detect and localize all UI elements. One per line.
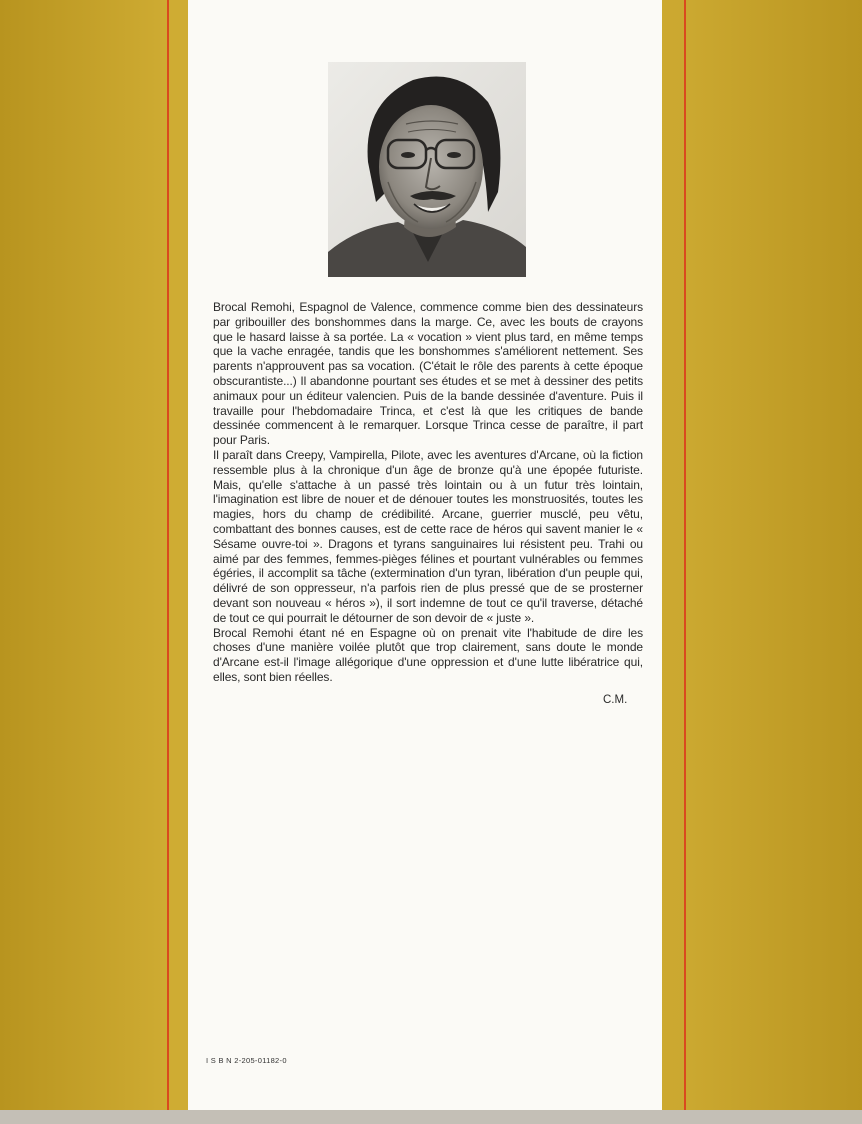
bio-paragraph: Brocal Remohi étant né en Espagne où on prenait vite l'habitude de dire les choses d'une manière voilée plutôt que trop clairement, sans doute le monde d'Arcane est-il l'image allégorique d'une oppression et d'une lutte libératrice qui, elles, sont bien réelles. <box>213 625 643 684</box>
background-surface <box>0 1110 862 1124</box>
white-text-panel <box>188 0 662 1110</box>
isbn-number: I S B N 2-205-01182-0 <box>206 1056 287 1065</box>
right-red-stripe <box>684 0 686 1110</box>
bio-paragraph: Il paraît dans Creepy, Vampirella, Pilote, avec les aventures d'Arcane, où la fiction ressemble plus à la chronique d'un âge de bronze qu'à une épopée futuriste. Mais, qu'elle s'attache à un passé très lointain ou à un futur très lointain, l'imagination est libre de nouer et de dénouer toutes les monstruosités, toutes les magies, hors du champ de crédibilité. Arcane, guerrier musclé, peu vêtu, combattant des bonnes causes, est de cette race de héros qui savent manier le « Sésame ouvre-toi ». Dragons et tyrans sanguinaires lui résistent peu. Trahi ou aimé par des femmes, femmes-pièges félines et pourtant vulnérables ou femmes égéries, il accomplit sa tâche (extermination d'un tyran, libération d'un peuple qui, délivré de son oppresseur, n'a parfois rien de plus pressé que de se prosterner devant son nouveau « héros »), il sort indemne de tout ce qu'il traverse, détaché de tout ce qui pourrait le détourner de son devoir de « juste ». <box>213 447 643 625</box>
author-biography <box>213 300 643 685</box>
left-red-stripe <box>167 0 169 1110</box>
bio-paragraph: Brocal Remohi, Espagnol de Valence, commence comme bien des dessinateurs par gribouiller des bonshommes dans la marge. Ce, avec les bouts de crayons que le hasard laisse à sa portée. La « vocation » vient plus tard, en même temps que la vache enragée, tandis que les bonshommes s'améliorent nettement. Ses parents n'approuvent pas sa vocation. (C'était le rôle des parents à cette époque obscurantiste...) Il abandonne pourtant ses études et se met à dessiner des petits animaux pour un éditeur valencien. Puis de la bande dessinée d'aventure. Puis il travaille pour l'hebdomadaire Trinca, et c'est là que les critiques de bande dessinée commencent à le remarquer. Lorsque Trinca cesse de paraître, il part pour Paris. <box>213 300 643 448</box>
author-portrait-photo <box>328 62 526 277</box>
author-initials-signature: C.M. <box>603 694 628 706</box>
portrait-illustration <box>328 62 526 277</box>
